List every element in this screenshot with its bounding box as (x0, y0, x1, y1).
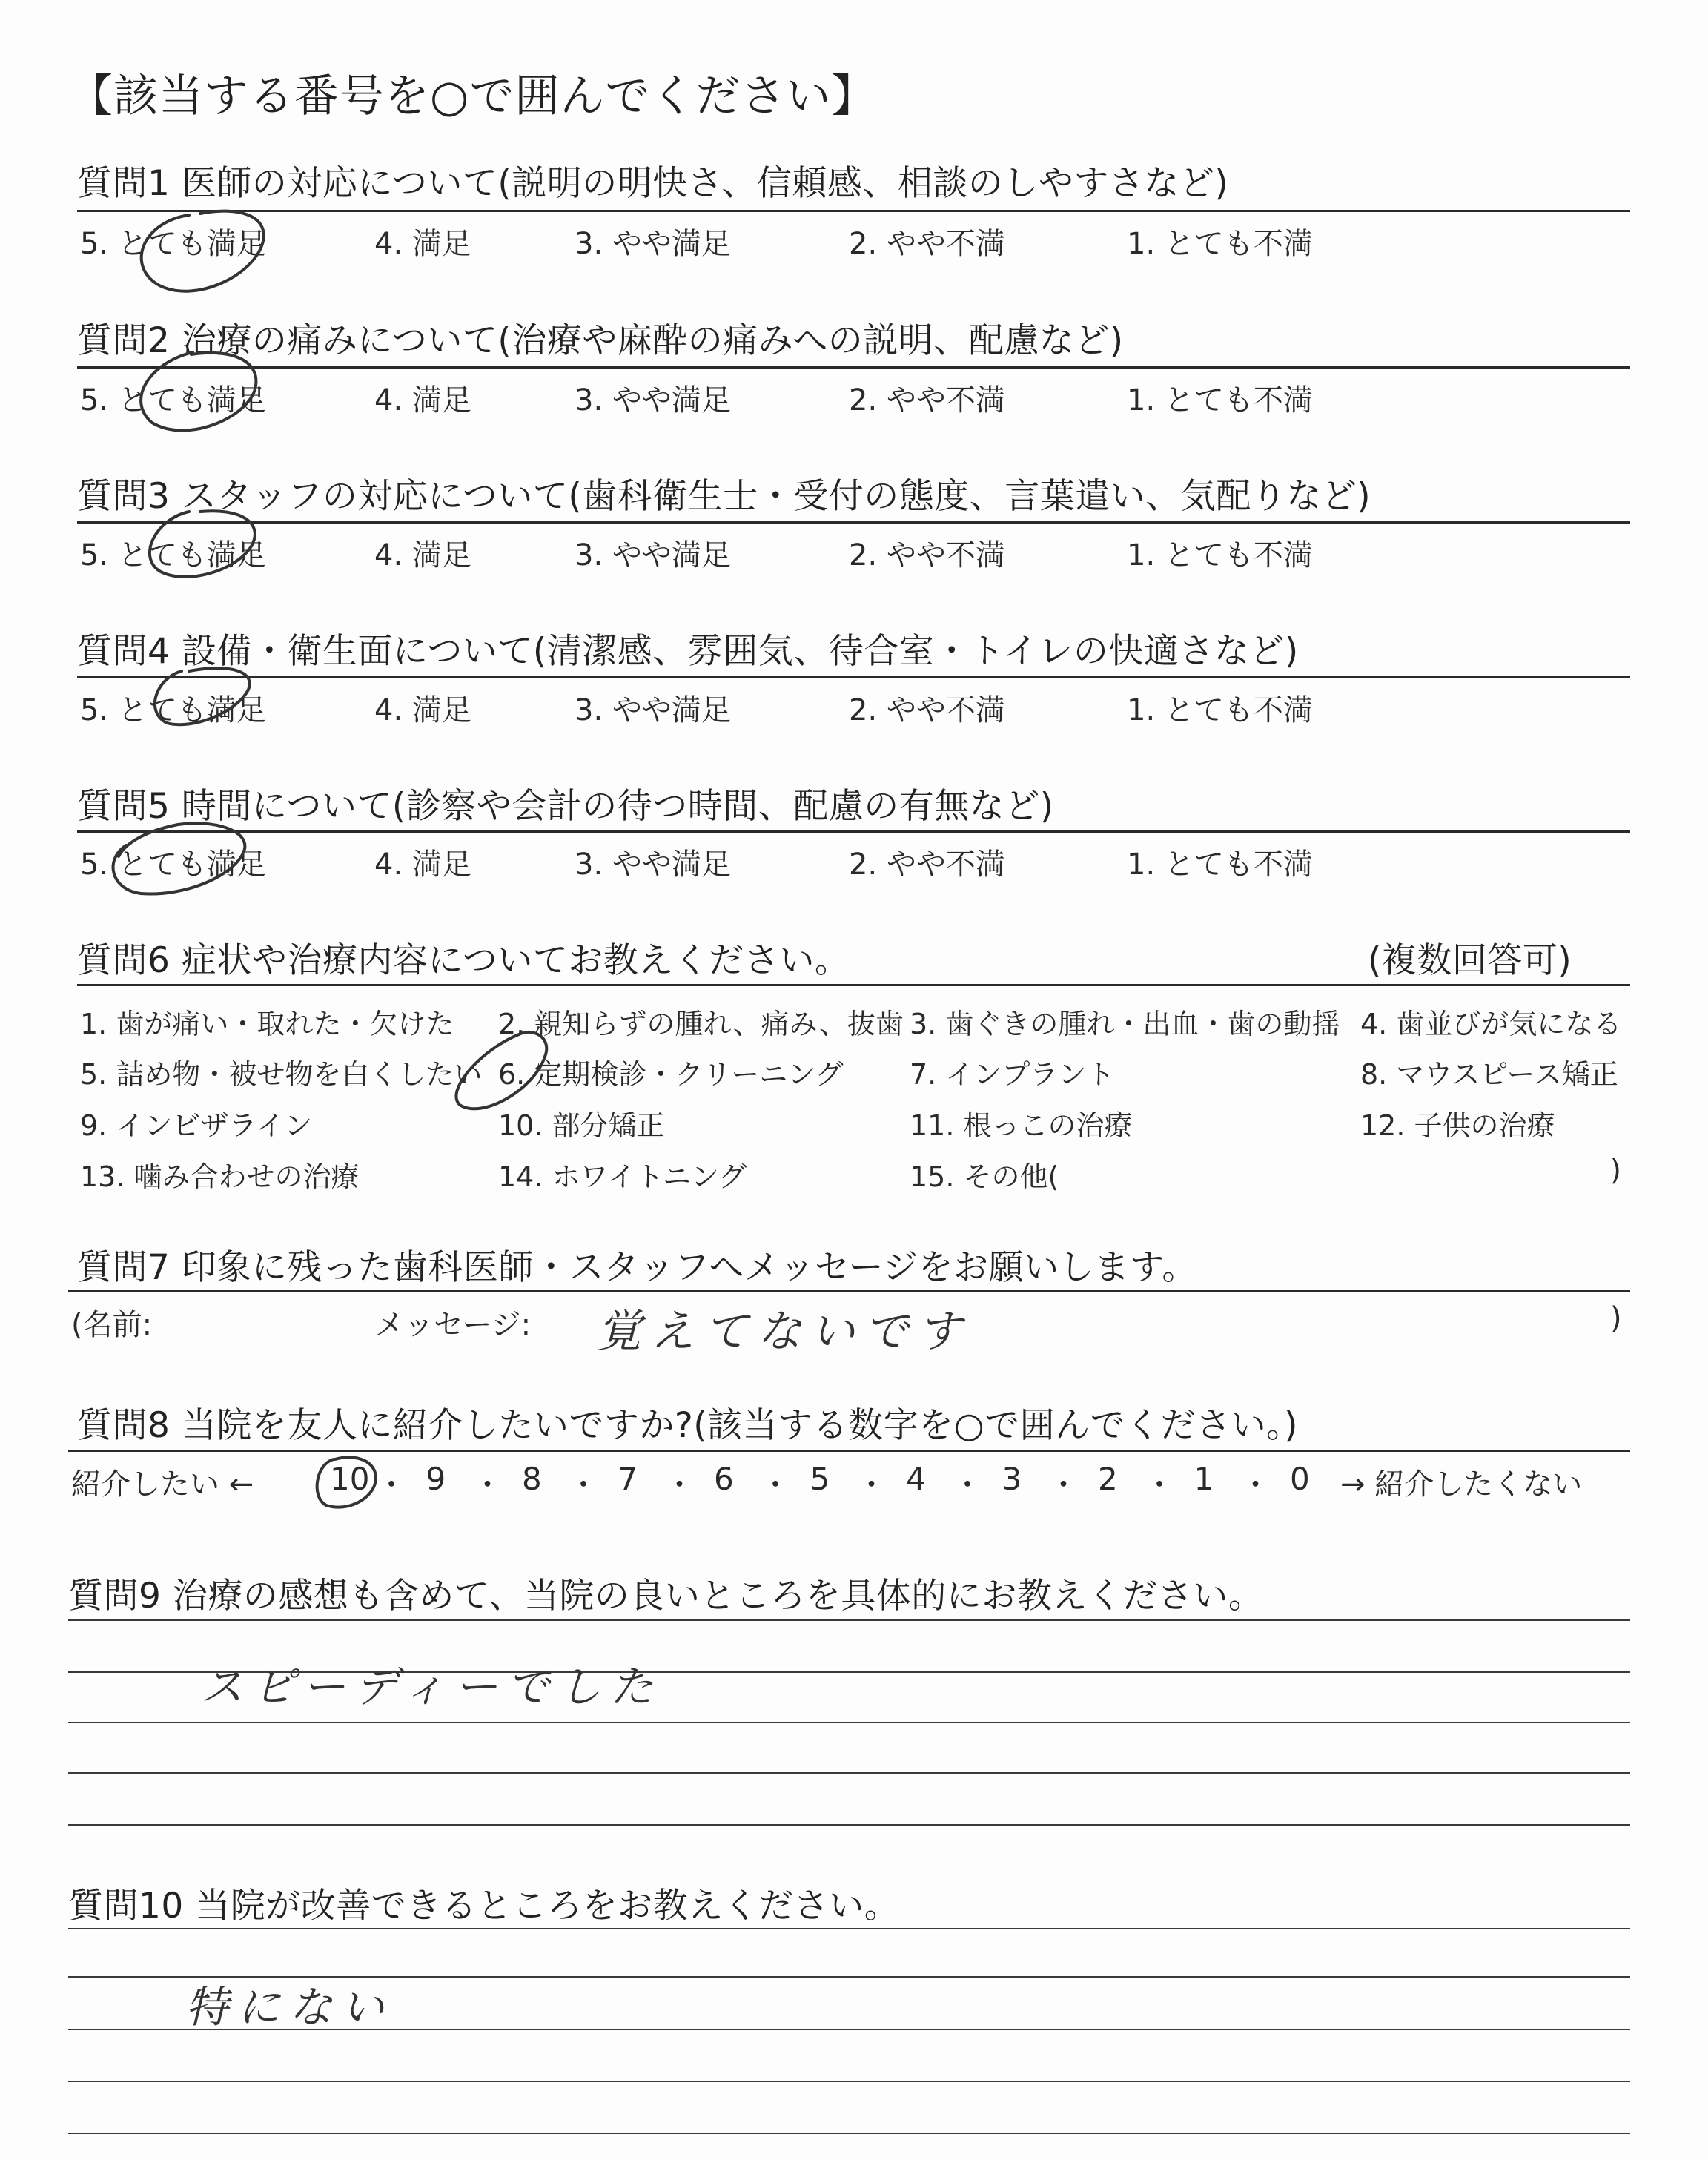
q6-other-close: ) (1610, 1154, 1621, 1186)
survey-header: 【該当する番号を○で囲んでください】 (68, 70, 877, 122)
q6-option-9[interactable]: 9. インビザライン (80, 1109, 313, 1142)
q9-answer[interactable]: スピーディーでした (200, 1662, 663, 1712)
q5-option-4[interactable]: 4. 満足 (374, 848, 471, 882)
q6-title: 質問6 症状や治療内容についてお教えください。 (77, 940, 850, 981)
q6-option-2[interactable]: 2. 親知らずの腫れ、痛み、抜歯 (498, 1008, 904, 1040)
q8-scale-option[interactable]: 6 (714, 1461, 734, 1497)
q6-note: (複数回答可) (1368, 940, 1572, 981)
q8-scale-option[interactable]: 3 (1002, 1461, 1022, 1497)
q9-line-3 (68, 1722, 1630, 1723)
q6-line (77, 984, 1630, 986)
q1-option-1[interactable]: 1. とても不満 (1127, 227, 1313, 261)
q6-option-12[interactable]: 12. 子供の治療 (1360, 1109, 1555, 1142)
q6-option-4[interactable]: 4. 歯並びが気になる (1360, 1008, 1622, 1040)
q8-scale-option[interactable]: 5 (810, 1461, 830, 1497)
q4-option-5[interactable]: 5. とても満足 (80, 693, 266, 727)
q5-option-1[interactable]: 1. とても不満 (1127, 848, 1313, 882)
q8-scale-separator: ・ (952, 1467, 984, 1503)
q5-option-5[interactable]: 5. とても満足 (80, 848, 266, 882)
q7-name-label: (名前: (71, 1308, 153, 1342)
q2-option-1[interactable]: 1. とても不満 (1127, 383, 1313, 417)
q5-title: 質問5 時間について(診察や会計の待つ時間、配慮の有無など) (77, 786, 1054, 827)
q6-option-15[interactable]: 15. その他( (910, 1160, 1059, 1193)
q8-scale-separator: ・ (471, 1467, 503, 1503)
q10-line-4 (68, 2081, 1630, 2082)
q3-option-3[interactable]: 3. やや満足 (575, 538, 731, 572)
q4-option-1[interactable]: 1. とても不満 (1127, 693, 1313, 727)
q5-option-3[interactable]: 3. やや満足 (575, 848, 731, 882)
q8-scale-option[interactable]: 4 (906, 1461, 926, 1497)
q10-line-1 (68, 1928, 1630, 1929)
q6-option-5[interactable]: 5. 詰め物・被せ物を白くしたい (80, 1058, 483, 1091)
q3-option-2[interactable]: 2. やや不満 (849, 538, 1005, 572)
q8-scale-option[interactable]: 1 (1194, 1461, 1214, 1497)
q6-option-1[interactable]: 1. 歯が痛い・取れた・欠けた (80, 1008, 454, 1040)
q1-line (77, 210, 1630, 212)
q10-title: 質問10 当院が改善できるところをお教えください。 (68, 1886, 900, 1926)
q9-title: 質問9 治療の感想も含めて、当院の良いところを具体的にお教えください。 (68, 1576, 1264, 1616)
q7-close: ) (1610, 1301, 1622, 1335)
q9-line-1 (68, 1619, 1630, 1621)
q1-option-2[interactable]: 2. やや不満 (849, 227, 1005, 261)
q6-option-3[interactable]: 3. 歯ぐきの腫れ・出血・歯の動揺 (910, 1008, 1340, 1040)
q8-scale-separator: ・ (568, 1467, 600, 1503)
q2-option-3[interactable]: 3. やや満足 (575, 383, 731, 417)
q7-line (68, 1290, 1630, 1292)
q6-option-14[interactable]: 14. ホワイトニング (498, 1160, 747, 1193)
q6-option-10[interactable]: 10. 部分矯正 (498, 1109, 665, 1142)
q1-option-5[interactable]: 5. とても満足 (80, 227, 266, 261)
q1-option-4[interactable]: 4. 満足 (374, 227, 471, 261)
q8-scale-separator: ・ (760, 1467, 792, 1503)
q4-option-3[interactable]: 3. やや満足 (575, 693, 731, 727)
q5-line (77, 830, 1630, 833)
q10-line-5 (68, 2133, 1630, 2134)
q8-scale-separator: ・ (376, 1467, 408, 1503)
q3-line (77, 521, 1630, 524)
q6-option-7[interactable]: 7. インプラント (910, 1058, 1115, 1091)
q9-line-5 (68, 1824, 1630, 1826)
q8-scale-separator: ・ (663, 1467, 695, 1503)
q9-line-4 (68, 1772, 1630, 1774)
q10-answer[interactable]: 特にない (185, 1982, 394, 2032)
q6-option-6[interactable]: 6. 定期検診・クリーニング (498, 1058, 844, 1091)
q3-title: 質問3 スタッフの対応について(歯科衛生士・受付の態度、言葉遣い、気配りなど) (77, 476, 1371, 517)
q4-line (77, 676, 1630, 678)
q2-option-4[interactable]: 4. 満足 (374, 383, 471, 417)
q4-option-2[interactable]: 2. やや不満 (849, 693, 1005, 727)
q3-option-1[interactable]: 1. とても不満 (1127, 538, 1313, 572)
q2-option-5[interactable]: 5. とても満足 (80, 383, 266, 417)
q8-right-label: → 紹介したくない (1340, 1467, 1583, 1502)
q8-scale-option[interactable]: 9 (426, 1461, 446, 1497)
q4-title: 質問4 設備・衛生面について(清潔感、雰囲気、待合室・トイレの快適さなど) (77, 631, 1299, 672)
q7-message-answer[interactable]: 覚えてないです (597, 1306, 970, 1358)
q8-scale-separator: ・ (1047, 1467, 1079, 1503)
q8-scale-option[interactable]: 8 (522, 1461, 542, 1497)
q8-scale-separator: ・ (1144, 1467, 1176, 1503)
q2-line (77, 366, 1630, 369)
q2-option-2[interactable]: 2. やや不満 (849, 383, 1005, 417)
q8-scale-option[interactable]: 7 (618, 1461, 638, 1497)
q6-option-13[interactable]: 13. 噛み合わせの治療 (80, 1160, 360, 1193)
q5-option-2[interactable]: 2. やや不満 (849, 848, 1005, 882)
q7-title: 質問7 印象に残った歯科医師・スタッフへメッセージをお願いします。 (77, 1247, 1197, 1288)
q3-option-5[interactable]: 5. とても満足 (80, 538, 266, 572)
q2-title: 質問2 治療の痛みについて(治療や麻酔の痛みへの説明、配慮など) (77, 320, 1124, 361)
q8-scale-option[interactable]: 2 (1098, 1461, 1118, 1497)
q7-message-label: メッセージ: (374, 1308, 532, 1342)
q8-scale-option[interactable]: 10 (330, 1461, 370, 1497)
q6-option-8[interactable]: 8. マウスピース矯正 (1360, 1058, 1618, 1091)
q6-option-11[interactable]: 11. 根っこの治療 (910, 1109, 1133, 1142)
q8-scale-separator: ・ (855, 1467, 887, 1503)
q1-option-3[interactable]: 3. やや満足 (575, 227, 731, 261)
q8-title: 質問8 当院を友人に紹介したいですか?(該当する数字を○で囲んでください。) (77, 1405, 1298, 1446)
q8-line (68, 1450, 1630, 1452)
q8-left-label: 紹介したい ← (71, 1467, 254, 1502)
q8-scale-separator: ・ (1239, 1467, 1271, 1503)
q1-title: 質問1 医師の対応について(説明の明快さ、信頼感、相談のしやすさなど) (77, 163, 1229, 204)
q4-option-4[interactable]: 4. 満足 (374, 693, 471, 727)
q8-scale-option[interactable]: 0 (1290, 1461, 1310, 1497)
q3-option-4[interactable]: 4. 満足 (374, 538, 471, 572)
